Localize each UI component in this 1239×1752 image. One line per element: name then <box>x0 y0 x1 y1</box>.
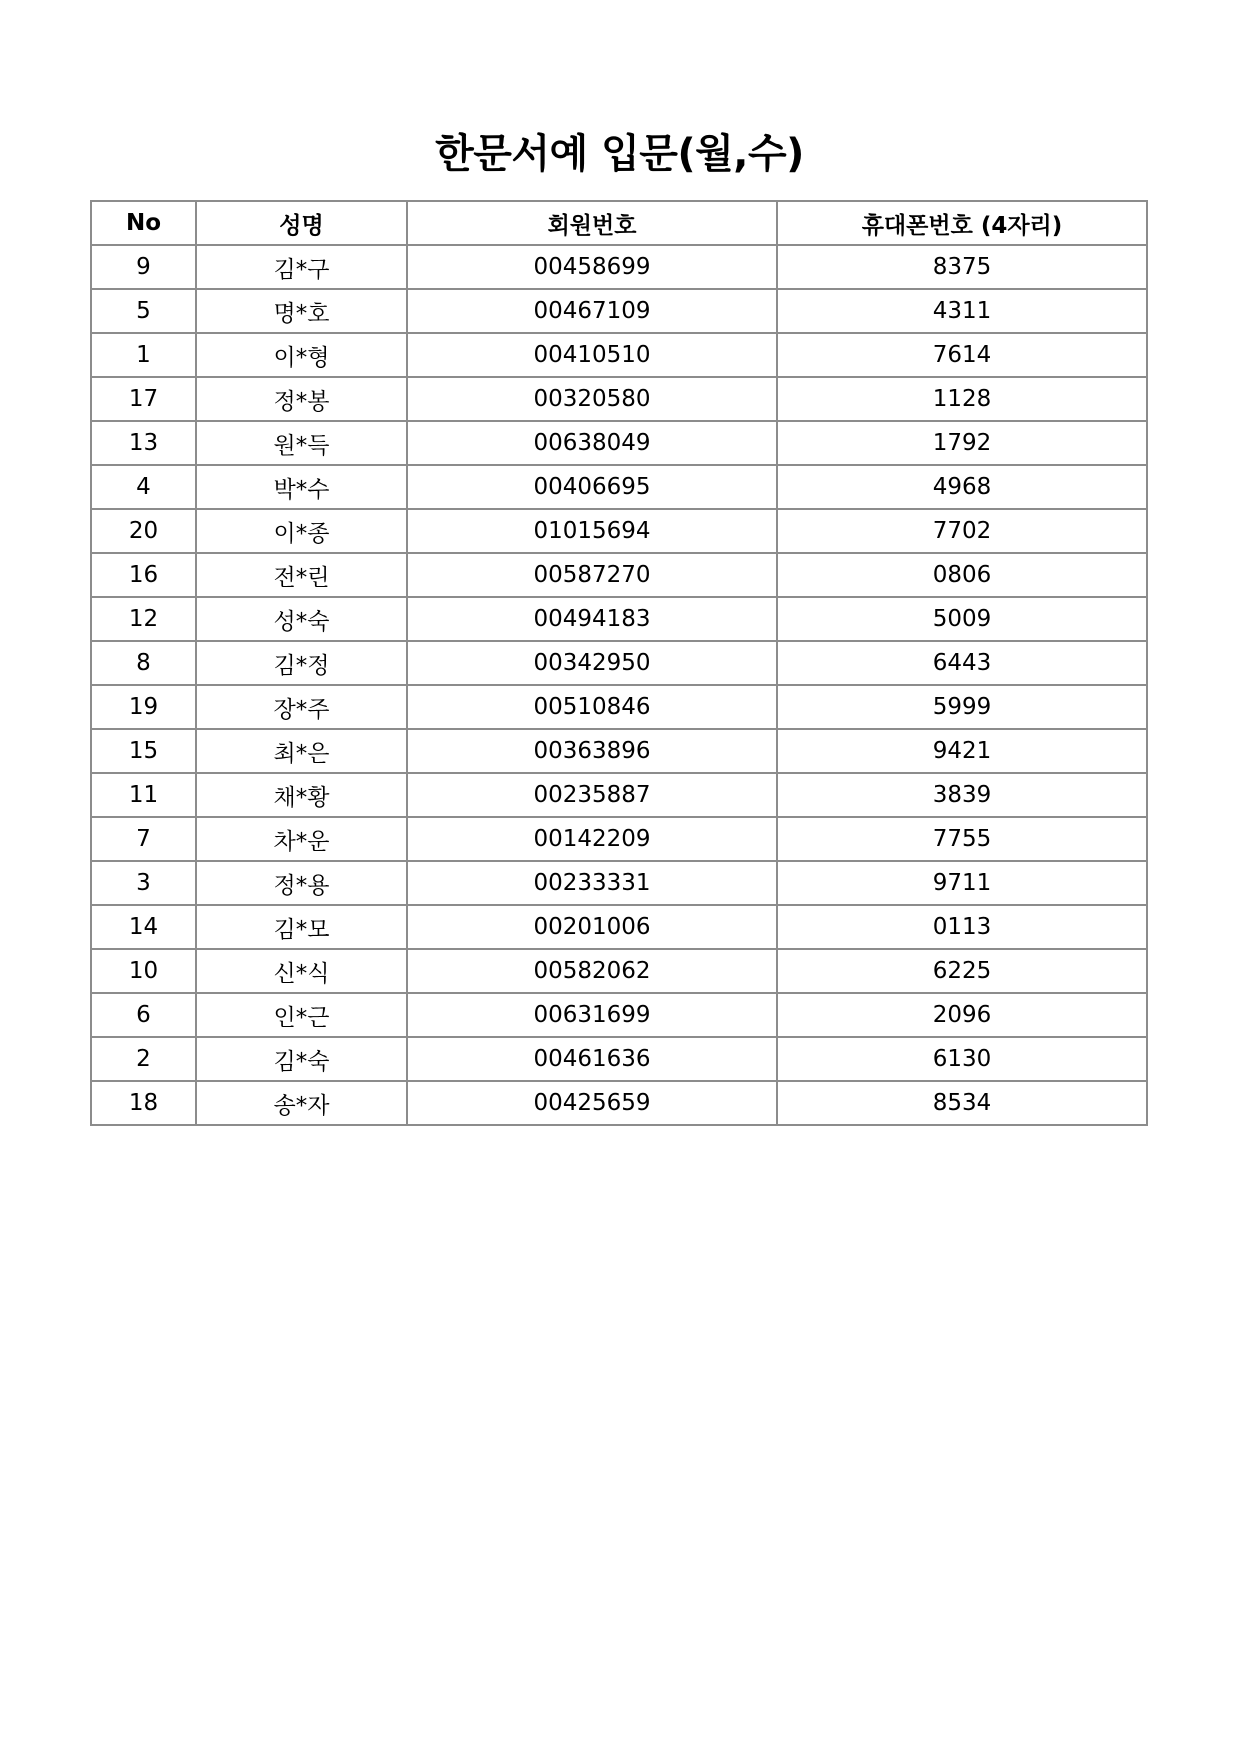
cell-member-id: 00638049 <box>407 421 777 465</box>
cell-name: 인*근 <box>196 993 407 1037</box>
cell-phone: 9421 <box>777 729 1147 773</box>
cell-phone: 7614 <box>777 333 1147 377</box>
cell-no: 20 <box>91 509 196 553</box>
table-row <box>91 289 1147 333</box>
table-row <box>91 817 1147 861</box>
cell-phone: 1792 <box>777 421 1147 465</box>
cell-no: 11 <box>91 773 196 817</box>
cell-name: 장*주 <box>196 685 407 729</box>
cell-name: 송*자 <box>196 1081 407 1125</box>
cell-no: 8 <box>91 641 196 685</box>
table-row <box>91 377 1147 421</box>
cell-no: 18 <box>91 1081 196 1125</box>
cell-phone: 7755 <box>777 817 1147 861</box>
cell-phone: 1128 <box>777 377 1147 421</box>
cell-name: 정*봉 <box>196 377 407 421</box>
cell-name: 김*숙 <box>196 1037 407 1081</box>
cell-no: 7 <box>91 817 196 861</box>
cell-name: 명*호 <box>196 289 407 333</box>
cell-member-id: 00406695 <box>407 465 777 509</box>
table-row <box>91 861 1147 905</box>
cell-name: 채*황 <box>196 773 407 817</box>
header-member-id: 회원번호 <box>407 201 777 245</box>
cell-phone: 8375 <box>777 245 1147 289</box>
cell-phone: 4968 <box>777 465 1147 509</box>
table-row <box>91 729 1147 773</box>
cell-name: 이*종 <box>196 509 407 553</box>
table-row <box>91 509 1147 553</box>
table-body <box>91 245 1147 1125</box>
cell-name: 김*모 <box>196 905 407 949</box>
header-row <box>91 201 1147 245</box>
cell-name: 이*형 <box>196 333 407 377</box>
cell-no: 4 <box>91 465 196 509</box>
table-row <box>91 773 1147 817</box>
cell-no: 6 <box>91 993 196 1037</box>
cell-name: 신*식 <box>196 949 407 993</box>
header-phone: 휴대폰번호 (4자리) <box>777 201 1147 245</box>
cell-name: 최*은 <box>196 729 407 773</box>
cell-phone: 5009 <box>777 597 1147 641</box>
cell-phone: 7702 <box>777 509 1147 553</box>
table-row <box>91 245 1147 289</box>
cell-no: 1 <box>91 333 196 377</box>
cell-no: 15 <box>91 729 196 773</box>
cell-member-id: 00494183 <box>407 597 777 641</box>
cell-member-id: 00631699 <box>407 993 777 1037</box>
cell-phone: 9711 <box>777 861 1147 905</box>
cell-phone: 6130 <box>777 1037 1147 1081</box>
cell-phone: 5999 <box>777 685 1147 729</box>
table-header <box>91 201 1147 245</box>
cell-member-id: 00142209 <box>407 817 777 861</box>
cell-member-id: 00510846 <box>407 685 777 729</box>
table-row <box>91 949 1147 993</box>
cell-no: 2 <box>91 1037 196 1081</box>
roster-table <box>90 200 1148 1126</box>
cell-phone: 0806 <box>777 553 1147 597</box>
cell-member-id: 00458699 <box>407 245 777 289</box>
cell-member-id: 00461636 <box>407 1037 777 1081</box>
cell-member-id: 00425659 <box>407 1081 777 1125</box>
cell-no: 14 <box>91 905 196 949</box>
table-row <box>91 1037 1147 1081</box>
cell-name: 박*수 <box>196 465 407 509</box>
table-row <box>91 1081 1147 1125</box>
cell-phone: 2096 <box>777 993 1147 1037</box>
cell-member-id: 00342950 <box>407 641 777 685</box>
table-row <box>91 597 1147 641</box>
cell-name: 성*숙 <box>196 597 407 641</box>
cell-no: 10 <box>91 949 196 993</box>
cell-member-id: 01015694 <box>407 509 777 553</box>
cell-no: 9 <box>91 245 196 289</box>
table-row <box>91 993 1147 1037</box>
cell-member-id: 00320580 <box>407 377 777 421</box>
cell-member-id: 00235887 <box>407 773 777 817</box>
header-no: No <box>91 201 196 245</box>
table-row <box>91 421 1147 465</box>
cell-no: 17 <box>91 377 196 421</box>
cell-member-id: 00363896 <box>407 729 777 773</box>
table-row <box>91 553 1147 597</box>
cell-member-id: 00233331 <box>407 861 777 905</box>
page-title: 한문서예 입문(월,수) <box>435 131 804 177</box>
cell-phone: 6443 <box>777 641 1147 685</box>
cell-no: 13 <box>91 421 196 465</box>
cell-name: 차*운 <box>196 817 407 861</box>
cell-name: 전*린 <box>196 553 407 597</box>
cell-name: 김*구 <box>196 245 407 289</box>
table-row <box>91 641 1147 685</box>
cell-no: 5 <box>91 289 196 333</box>
cell-no: 16 <box>91 553 196 597</box>
cell-name: 정*용 <box>196 861 407 905</box>
header-name: 성명 <box>196 201 407 245</box>
cell-member-id: 00201006 <box>407 905 777 949</box>
cell-no: 3 <box>91 861 196 905</box>
cell-member-id: 00410510 <box>407 333 777 377</box>
cell-name: 김*정 <box>196 641 407 685</box>
table-row <box>91 905 1147 949</box>
cell-member-id: 00467109 <box>407 289 777 333</box>
cell-name: 원*득 <box>196 421 407 465</box>
cell-phone: 6225 <box>777 949 1147 993</box>
cell-no: 12 <box>91 597 196 641</box>
cell-member-id: 00587270 <box>407 553 777 597</box>
table-row <box>91 685 1147 729</box>
cell-phone: 3839 <box>777 773 1147 817</box>
table-row <box>91 465 1147 509</box>
cell-member-id: 00582062 <box>407 949 777 993</box>
cell-phone: 0113 <box>777 905 1147 949</box>
cell-phone: 8534 <box>777 1081 1147 1125</box>
cell-phone: 4311 <box>777 289 1147 333</box>
table-row <box>91 333 1147 377</box>
cell-no: 19 <box>91 685 196 729</box>
